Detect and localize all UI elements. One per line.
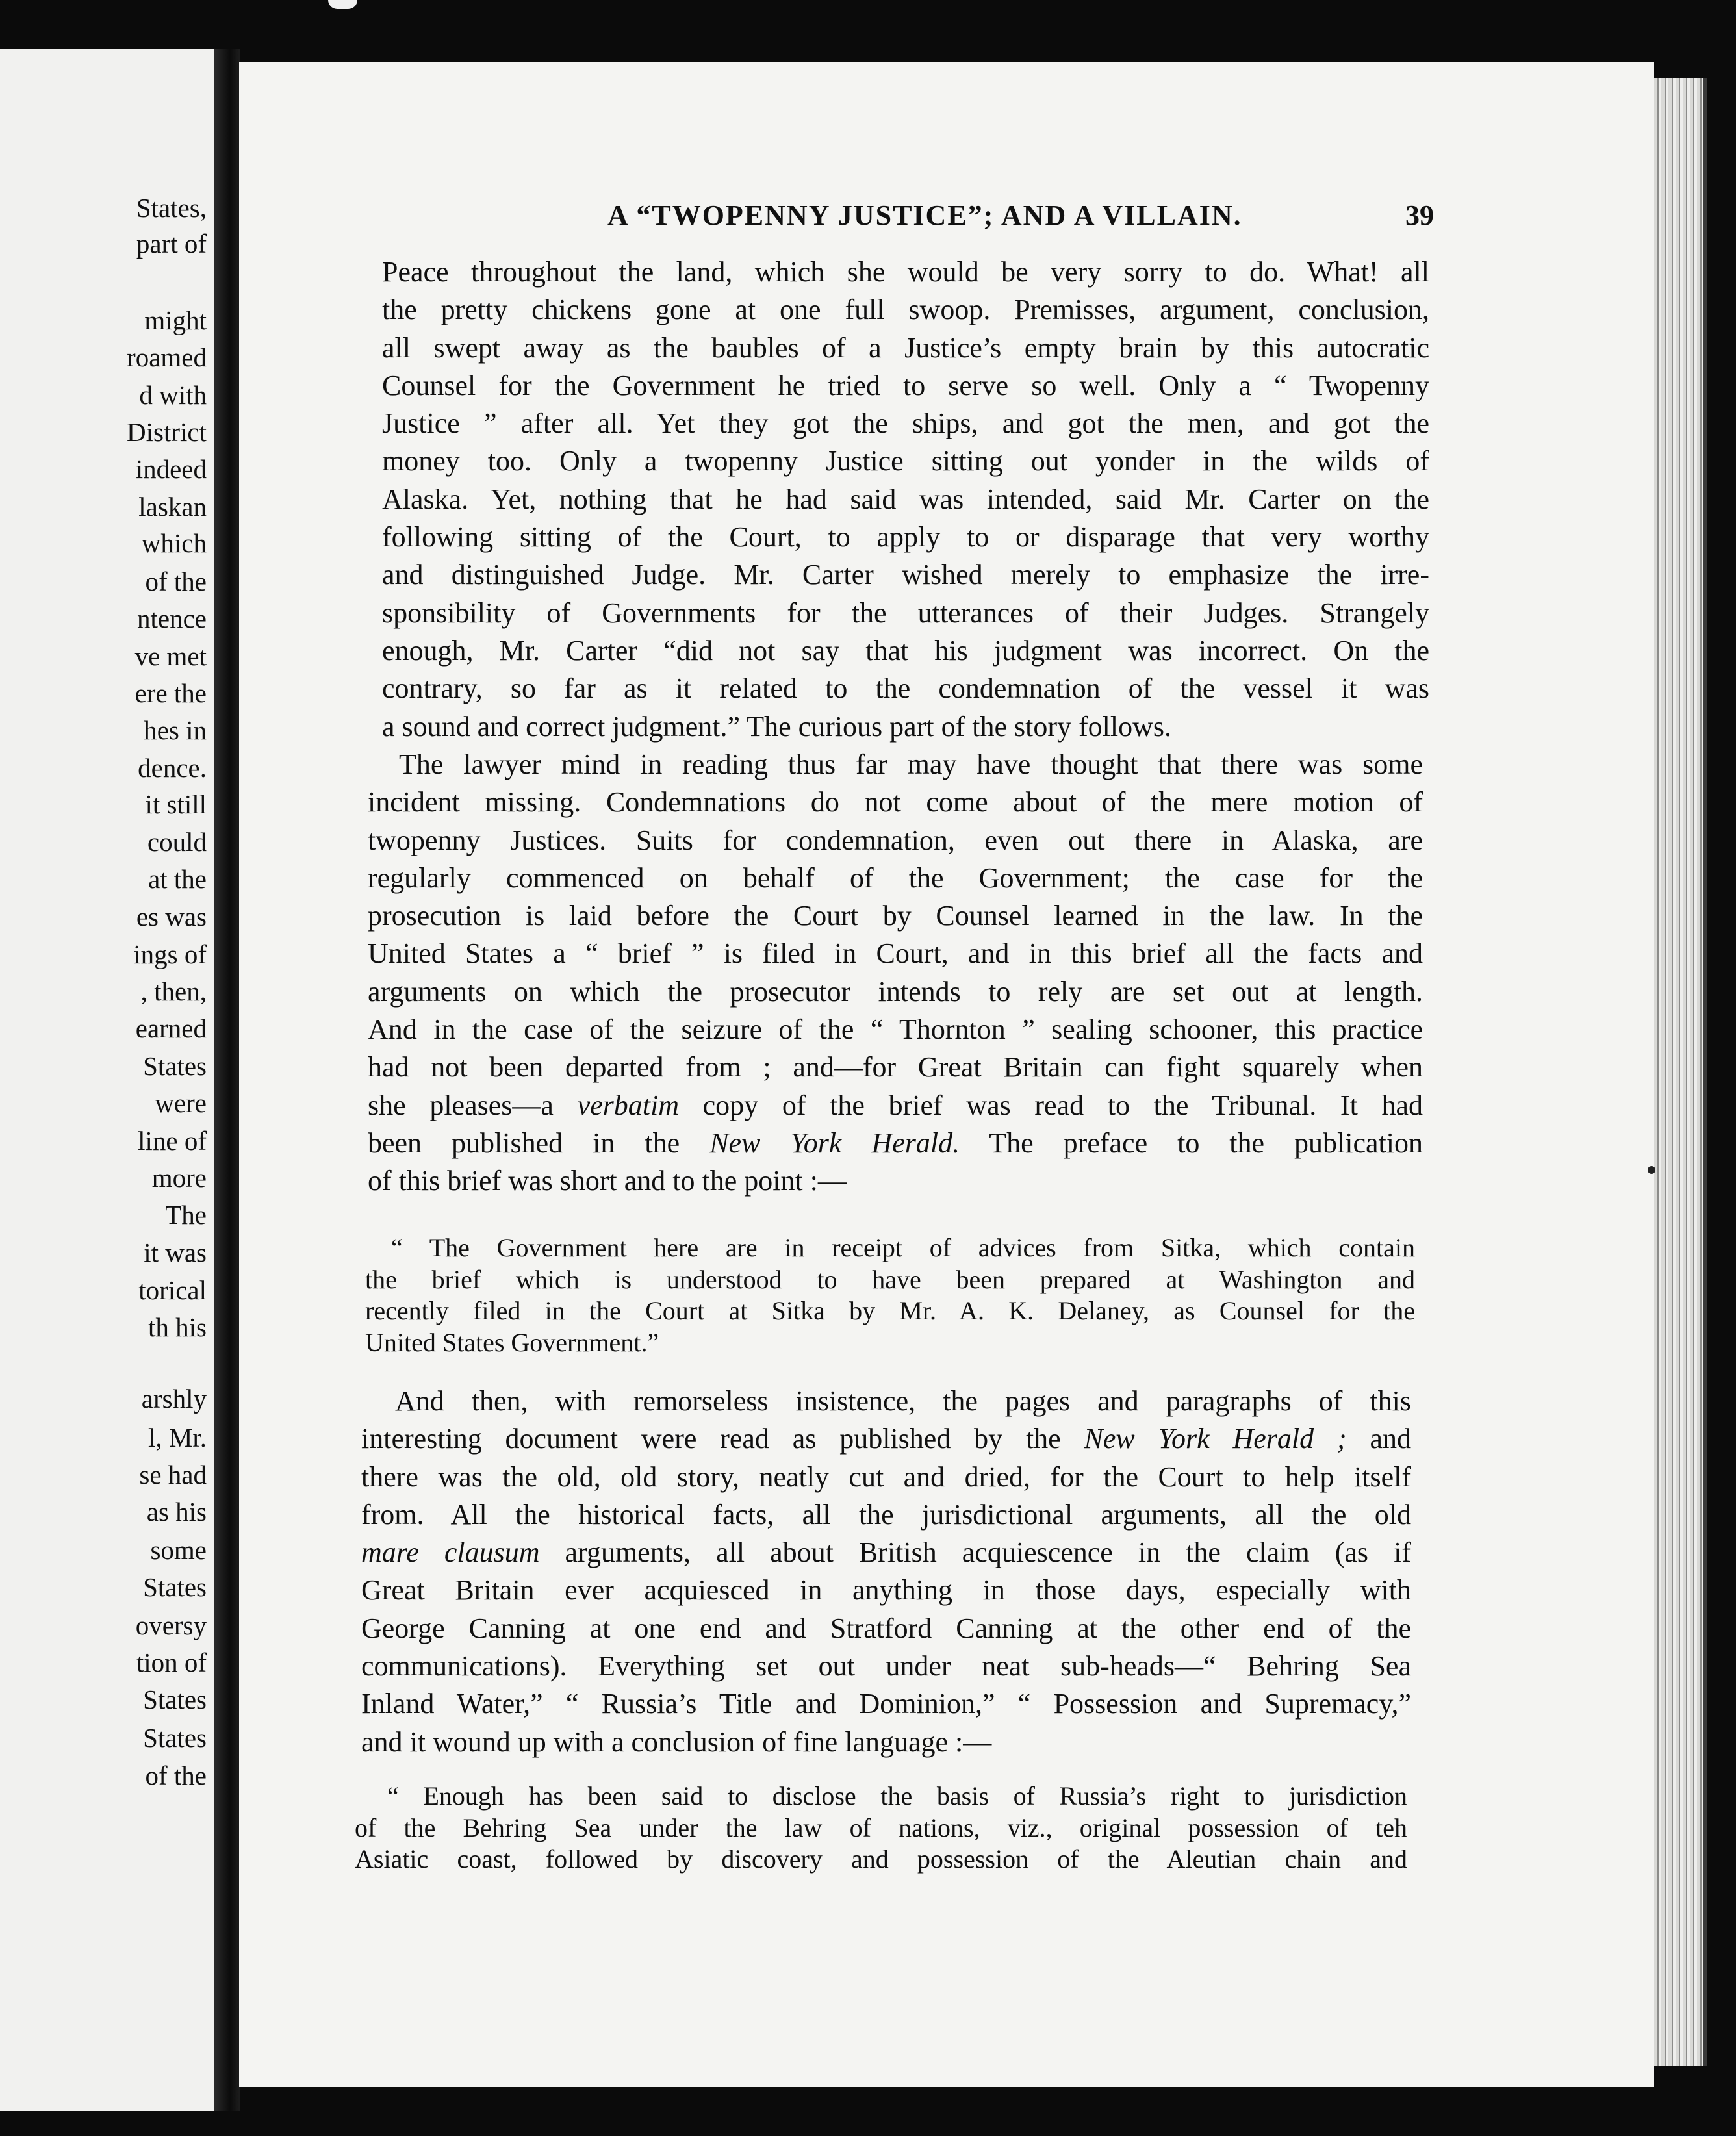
block-quote-1 [365,1232,1415,1358]
left-page-line: of the [145,1761,207,1790]
left-page-line: could [147,827,207,857]
margin-mark [1648,1166,1655,1174]
page-edge-stack [1654,78,1707,2066]
text-line: the brief which is understood to have been prepared at Washington and [365,1264,1415,1294]
left-page-line: at the [148,864,207,894]
left-page-line: more [151,1163,207,1193]
text-line: George Canning at one end and Stratford Canning at the other end of the [361,1612,1411,1644]
text-line: “ The Government here are in receipt of advices from Sitka, which contain [391,1233,1415,1262]
text-line: incident missing. Condemnations do not come about of the mere motion of [368,786,1423,819]
paragraph-2 [368,746,1423,1201]
left-page-line: part of [136,229,207,259]
text-run: copy of the brief was read to the Tribunal. It had [678,1089,1423,1121]
text-line: Counsel for the Government he tried to serve so well. Only a “ Twopenny [382,369,1429,401]
text-line: Asiatic coast, followed by discovery and possession of the Aleutian chain and [355,1844,1407,1874]
text-run: arguments, all about British acquiescence in the claim (as if [539,1536,1411,1569]
italic-run: mare clausum [361,1536,540,1569]
text-line: regularly commenced on behalf of the Government; the case for the [368,861,1423,894]
italic-run: New York Herald ; [1084,1423,1347,1455]
left-page-line: as his [146,1497,207,1527]
left-page-line: States [143,1685,207,1714]
italic-run: New York Herald. [709,1126,960,1159]
left-page-line: States [143,1723,207,1753]
left-page-line: oversy [135,1610,207,1640]
text-line: of the Behring Sea under the law of nations, viz., original possession of teh [355,1812,1407,1842]
text-line: following sitting of the Court, to apply to or disparage that very worthy [382,521,1429,553]
left-page-line: dence. [138,753,207,783]
left-page-line: d with [139,380,207,410]
left-page-line: it still [145,789,207,819]
text-line: contrary, so far as it related to the condemnation of the vessel it was [382,672,1429,705]
left-page-line: arshly [141,1384,207,1414]
block-quote-2 [355,1781,1407,1875]
text-line: and it wound up with a conclusion of fine language :— [361,1725,992,1758]
text-line: prosecution is laid before the Court by Counsel learned in the law. In the [368,900,1423,932]
text-line: from. All the historical facts, all the jurisdictional arguments, all the old [361,1498,1411,1531]
page-number: 39 [1405,199,1434,231]
text-line [361,1534,1411,1571]
left-page-line: District [127,417,207,447]
left-page-line: , then, [140,976,207,1006]
text-run: been published in the [368,1126,710,1159]
text-run: and [1346,1423,1411,1455]
scan-scuff [328,0,357,9]
text-line: And in the case of the seizure of the “ Thornton ” sealing schooner, this practice [368,1013,1423,1046]
text-line: of this brief was short and to the point :— [368,1165,847,1197]
text-line: the pretty chickens gone at one full swoop. Premisses, argument, conclusion, [382,294,1429,326]
left-page-line: which [141,528,207,558]
text-run: interesting document were read as published by the [361,1423,1084,1455]
left-page-line: ere the [134,678,207,708]
left-page-line: The [165,1200,207,1230]
left-page-line: ntence [137,604,207,633]
left-page-line: es was [136,902,207,932]
left-page-line: it was [144,1238,207,1267]
left-page-line: se had [139,1460,207,1490]
text-line: United States a “ brief ” is filed in Court, and in this brief all the facts and [368,937,1423,970]
paragraph-1 [382,253,1429,746]
text-line: “ Enough has been said to disclose the basis of Russia’s right to jurisdiction [387,1781,1407,1811]
text-line: enough, Mr. Carter “did not say that his judgment was incorrect. On the [382,634,1429,667]
text-line: sponsibility of Governments for the utterances of their Judges. Strangely [382,596,1429,629]
text-line: Justice ” after all. Yet they got the ships, and got the men, and got the [382,407,1429,440]
left-page-line: hes in [144,715,207,745]
left-page-line: States, [136,193,207,223]
text-line: Great Britain ever acquiesced in anything in those days, especially with [361,1574,1411,1607]
left-page-line: roamed [127,342,207,372]
text-line [361,1420,1411,1458]
book-gutter [214,49,240,2111]
text-line: and distinguished Judge. Mr. Carter wished merely to emphasize the irre- [382,559,1429,591]
text-line: arguments on which the prosecutor intends to rely are set out at length. [368,975,1423,1008]
text-line [368,1087,1423,1125]
text-line: United States Government.” [365,1327,659,1357]
left-page-line: earned [135,1013,207,1043]
left-page-line: ve met [134,641,207,671]
italic-run: verbatim [577,1089,679,1121]
left-page-line: were [155,1088,207,1118]
left-page-line: States [143,1572,207,1602]
text-line: money too. Only a twopenny Justice sitting out yonder in the wilds of [382,445,1429,477]
text-run: The preface to the publication [960,1126,1423,1159]
left-page-line: tion of [136,1647,207,1677]
text-line: a sound and correct judgment.” The curious part of the story follows. [382,710,1171,743]
left-page-line: of the [145,566,207,596]
paragraph-3 [361,1382,1411,1761]
text-line: twopenny Justices. Suits for condemnation, even out there in Alaska, are [368,824,1423,856]
text-line: Inland Water,” “ Russia’s Title and Dominion,” “ Possession and Supremacy,” [361,1688,1411,1720]
text-line [368,1125,1423,1162]
left-page-line: some [150,1535,207,1565]
text-line: communications). Everything set out under neat sub-heads—“ Behring Sea [361,1650,1411,1683]
left-page-line: line of [138,1126,207,1156]
left-page-line: th his [148,1312,207,1342]
text-line: Alaska. Yet, nothing that he had said was intended, said Mr. Carter on the [382,483,1429,515]
running-head: A “TWOPENNY JUSTICE”; AND A VILLAIN. [607,199,1242,231]
left-page-line: torical [138,1275,207,1305]
left-page-fragment [0,49,214,2111]
left-page-line: indeed [135,454,207,484]
left-page-line: l, Mr. [148,1423,207,1453]
text-line: And then, with remorseless insistence, the pages and paragraphs of this [395,1385,1411,1417]
text-line: all swept away as the baubles of a Justice’s empty brain by this autocratic [382,331,1429,364]
text-line: recently filed in the Court at Sitka by Mr. A. K. Delaney, as Counsel for the [365,1296,1415,1325]
left-page-line: might [144,305,207,335]
left-page-line: States [143,1051,207,1081]
text-line: The lawyer mind in reading thus far may have thought that there was some [399,748,1423,780]
text-line: Peace throughout the land, which she would be very sorry to do. What! all [382,256,1429,288]
left-page-line: ings of [133,939,207,969]
text-line: had not been departed from ; and—for Great Britain can fight squarely when [368,1051,1423,1084]
left-page-line: laskan [138,492,207,522]
text-line: there was the old, old story, neatly cut and dried, for the Court to help itself [361,1460,1411,1493]
text-run: she pleases—a [368,1089,578,1121]
